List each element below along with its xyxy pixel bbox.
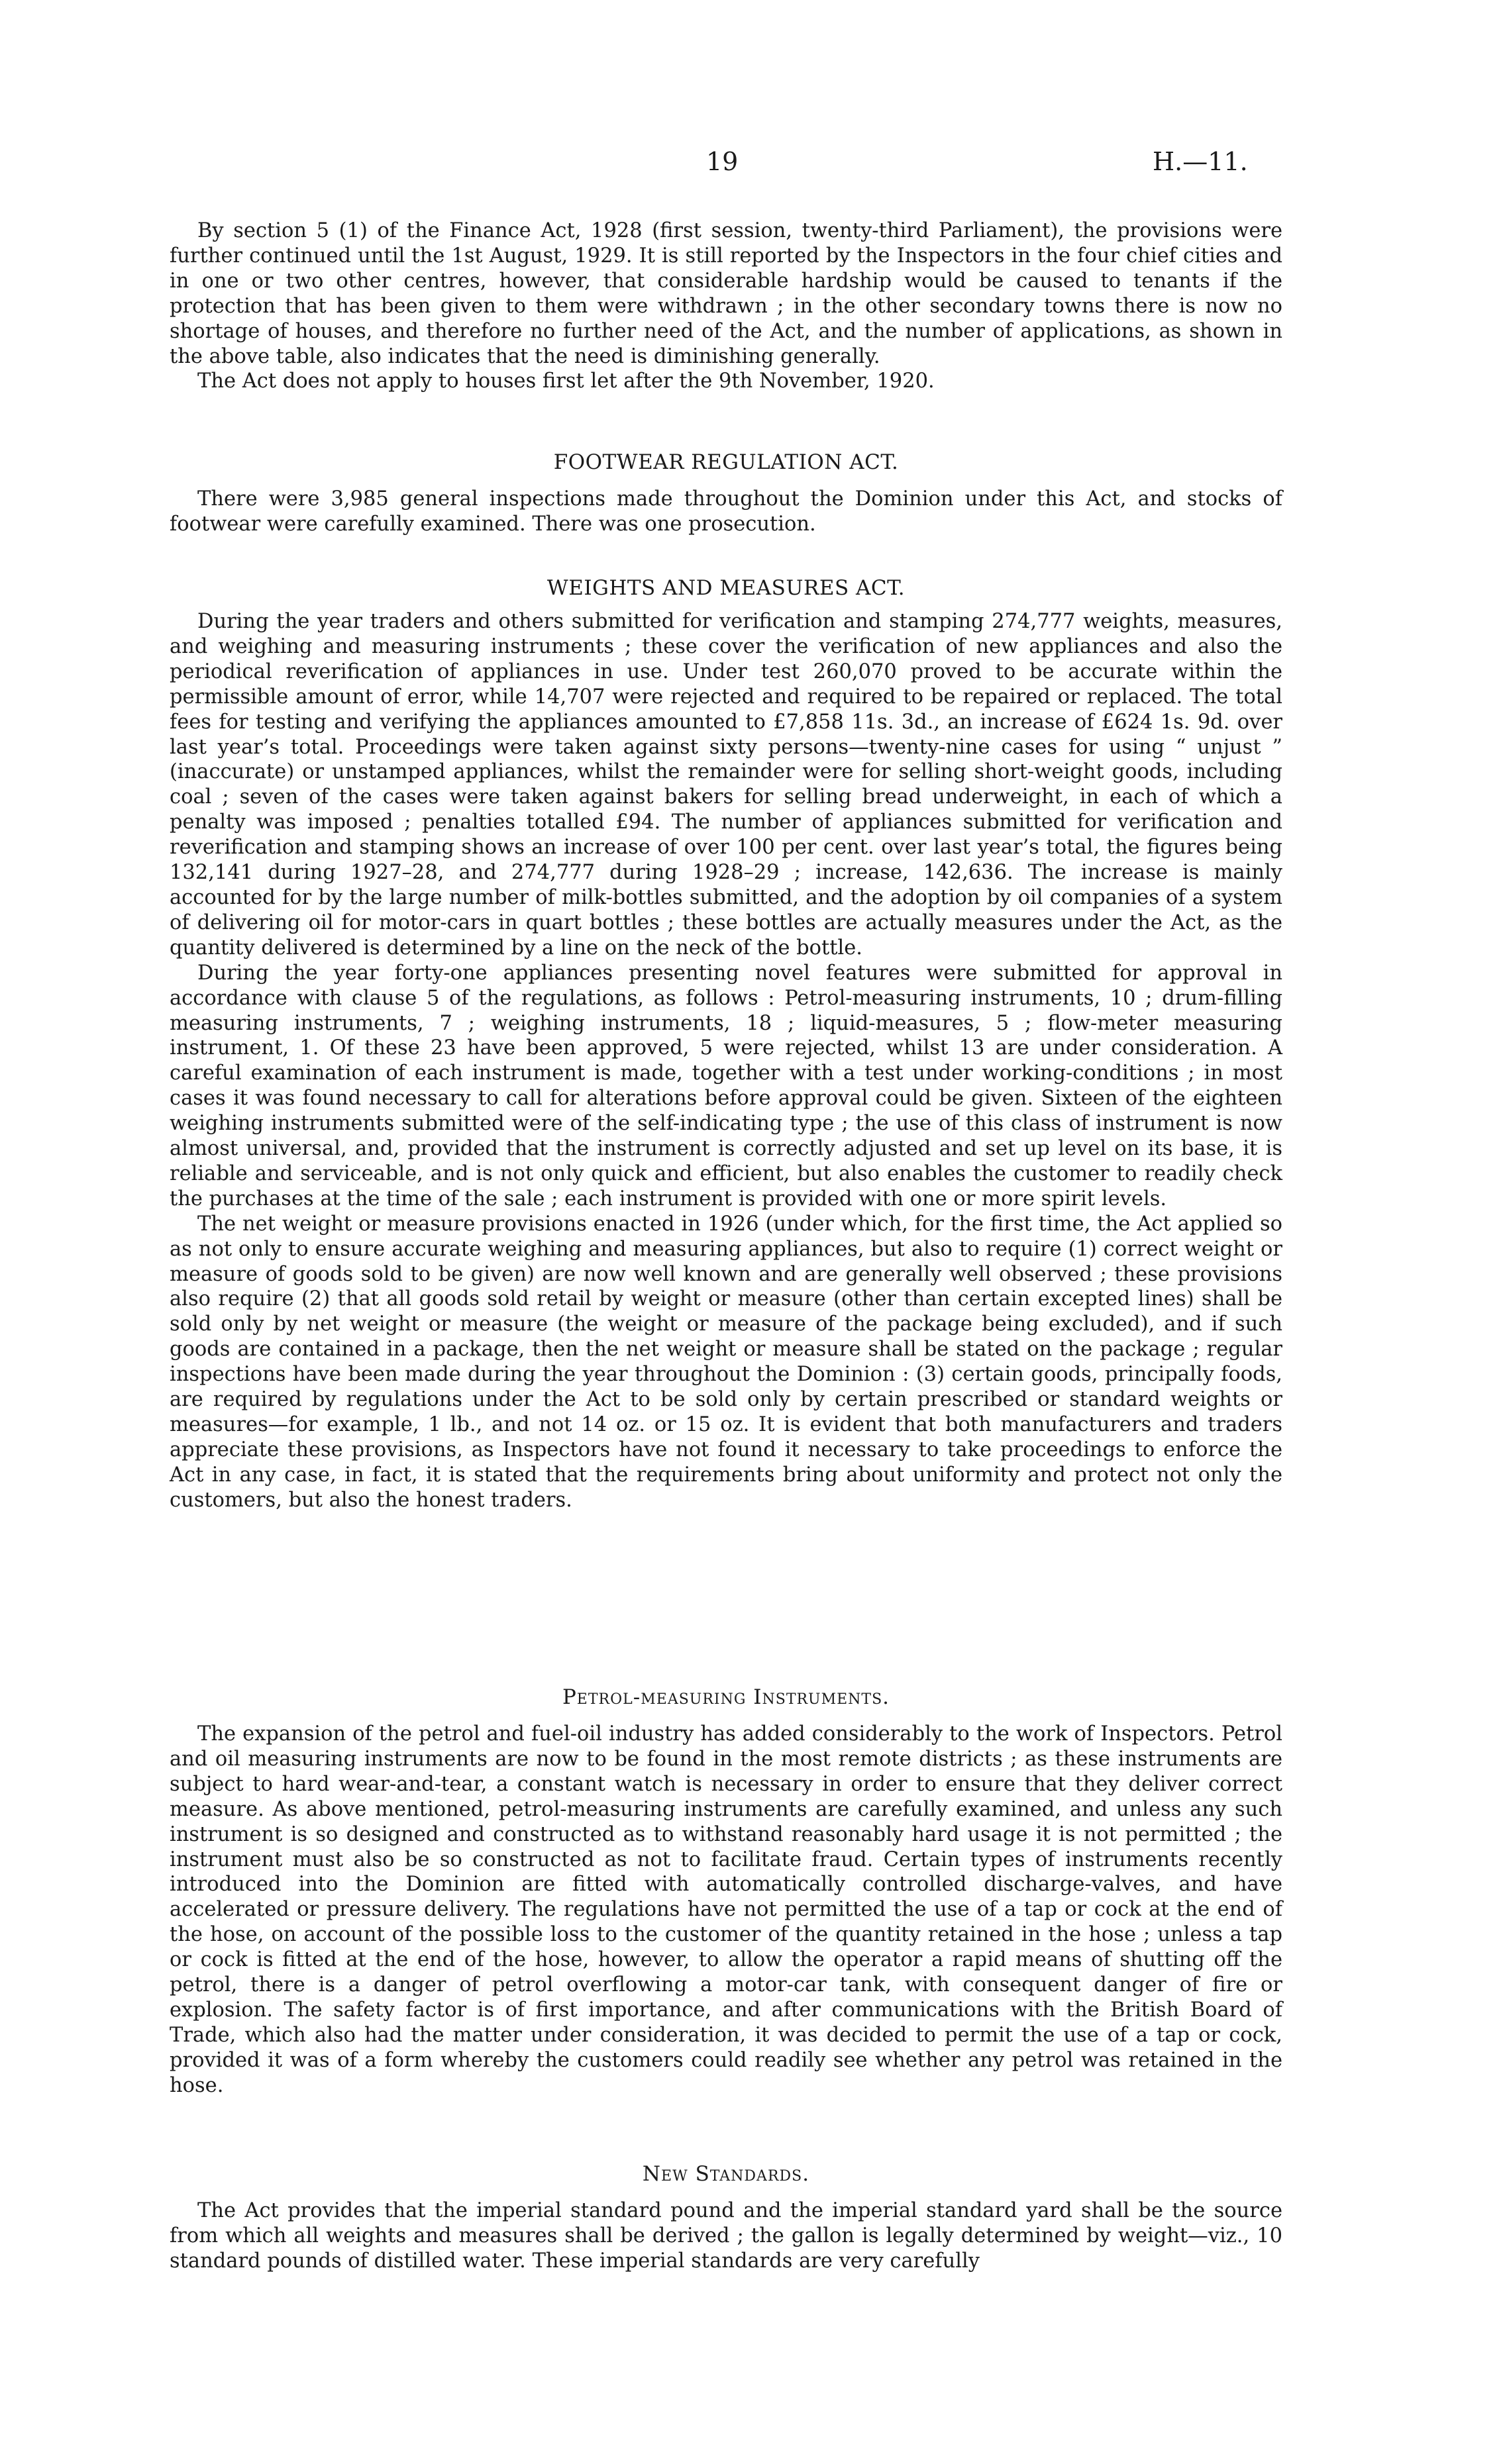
- standards-section: [170, 2198, 1282, 2274]
- section-heading-standards: New Standards.: [642, 2162, 810, 2186]
- section-heading-weights: WEIGHTS AND MEASURES ACT.: [546, 576, 906, 600]
- weights-section: [170, 609, 1282, 1513]
- paragraph: The Act provides that the imperial standard pound and the imperial standard yard shall be the source from which all weights and measures shall be derived ; the gallon is legally determined by weight—viz., 10 standard pounds of distilled water. These imperial standards are very carefully: [170, 2199, 1282, 2273]
- paragraph: The net weight or measure provisions enacted in 1926 (under which, for the first time, the Act applied so as not only to ensure accurate weighing and measuring appliances, but also to require (1) correct weight or measure of goods sold to be given) are now well known and are generally well observed ; these provisions also require (2) that all goods sold retail by weight or measure (other than certain excepted lines) shall be sold only by net weight or measure (the weight or measure of the package being excluded), and if such goods are contained in a package, then the net weight or measure shall be stated on the package ; regular inspections have been made during the year throughout the Dominion : (3) certain goods, principally foods, are required by regulations under the Act to be sold only by certain prescribed or standard weights or measures—for example, 1 lb., and not 14 oz. or 15 oz. It is evident that both manufacturers and traders appreciate these provisions, as Inspectors have not found it necessary to take proceedings to enforce the Act in any case, in fact, it is stated that the requirements bring about uniformity and protect not only the customers, but also the honest traders.: [170, 1212, 1282, 1512]
- section-heading-footwear: FOOTWEAR REGULATION ACT.: [553, 450, 899, 474]
- paragraph: By section 5 (1) of the Finance Act, 1928 (first session, twenty-third Parliament), the provisions were further continued until the 1st August, 1929. It is still reported by the Inspectors in the four chief cities and in one or two other centres, however, that considerable hardship would be caused to tenants if the protection that has been given to them were withdrawn ; in the other secondary towns there is now no shortage of houses, and therefore no further need of the Act, and the number of applications, as shown in the above table, also indicates that the need is diminishing generally.: [170, 219, 1282, 368]
- paragraph: The expansion of the petrol and fuel-oil industry has added considerably to the work of Inspectors. Petrol and oil measuring instruments are now to be found in the most remote districts ; as these instruments are subject to hard wear-and-tear, a constant watch is necessary in order to ensure that they deliver correct measure. As above mentioned, petrol-measuring instruments are carefully examined, and unless any such instrument is so designed and constructed as to withstand reasonably hard usage it is not permitted ; the instrument must also be so constructed as not to facilitate fraud. Certain types of instruments recently introduced into the Dominion are fitted with automatically controlled discharge-valves, and have accelerated or pressure delivery. The regulations have not permitted the use of a tap or cock at the end of the hose, on account of the possible loss to the customer of the quantity retained in the hose ; unless a tap or cock is fitted at the end of the hose, however, to allow the operator a rapid means of shutting off the petrol, there is a danger of petrol overflowing a motor-car tank, with consequent danger of fire or explosion. The safety factor is of first importance, and after communications with the British Board of Trade, which also had the matter under consideration, it was decided to permit the use of a tap or cock, provided it was of a form whereby the customers could readily see whether any petrol was retained in the hose.: [170, 1722, 1282, 2097]
- paragraph: There were 3,985 general inspections made throughout the Dominion under this Act, and stocks of footwear were carefully examined. There was one prosecution.: [170, 487, 1282, 536]
- petrol-section: [170, 1722, 1282, 2098]
- paragraph: During the year forty-one appliances presenting novel features were submitted for approval in accordance with clause 5 of the regulations, as follows : Petrol-measuring instruments, 10 ; drum-filling measuring instruments, 7 ; weighing instruments, 18 ; liquid-measures, 5 ; flow-meter measuring instrument, 1. Of these 23 have been approved, 5 were rejected, whilst 13 are under consideration. A careful examination of each instrument is made, together with a test under working-conditions ; in most cases it was found necessary to call for alterations before approval could be given. Sixteen of the eighteen weighing instruments submitted were of the self-indicating type ; the use of this class of instrument is now almost universal, and, provided that the instrument is correctly adjusted and set up level on its base, it is reliable and serviceable, and is not only quick and efficient, but also enables the customer to readily check the purchases at the time of the sale ; each instrument is provided with one or more spirit levels.: [170, 961, 1282, 1210]
- paragraph: The Act does not apply to houses first let after the 9th November, 1920.: [197, 370, 935, 393]
- paragraph: During the year traders and others submitted for verification and stamping 274,777 weights, measures, and weighing and measuring instruments ; these cover the verification of new appliances and also the periodical reverification of appliances in use. Under test 260,070 proved to be accurate within the permissible amount of error, while 14,707 were rejected and required to be repaired or replaced. The total fees for testing and verifying the appliances amounted to £7,858 11s. 3d., an increase of £624 1s. 9d. over last year’s total. Proceedings were taken against sixty persons—twenty-nine cases for using “ unjust ” (inaccurate) or unstamped appliances, whilst the remainder were for selling short-weight goods, including coal ; seven of the cases were taken against bakers for selling bread underweight, in each of which a penalty was imposed ; penalties totalled £94. The number of appliances submitted for verification and reverification and stamping shows an increase of over 100 per cent. over last year’s total, the figures being 132,141 during 1927–28, and 274,777 during 1928–29 ; increase, 142,636. The increase is mainly accounted for by the large number of milk-bottles submitted, and the adoption by oil companies of a system of delivering oil for motor-cars in quart bottles ; these bottles are actually measures under the Act, as the quantity delivered is determined by a line on the neck of the bottle.: [170, 610, 1282, 960]
- footwear-section: [170, 487, 1282, 537]
- intro-section: [170, 219, 1282, 394]
- section-heading-petrol: Petrol-measuring Instruments.: [562, 1685, 890, 1709]
- page-number: 19: [706, 147, 739, 176]
- document-reference: H.—11.: [1153, 147, 1248, 176]
